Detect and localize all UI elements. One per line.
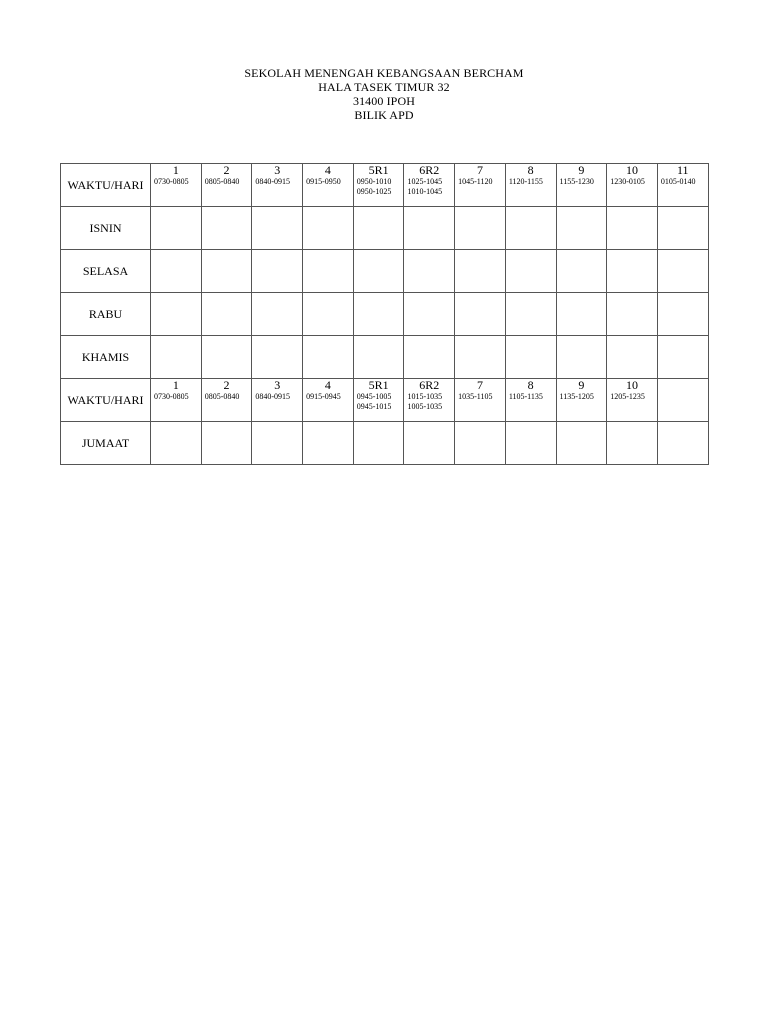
timetable-cell bbox=[505, 293, 556, 336]
period-header-9 bbox=[556, 379, 607, 422]
period-number: 6R2 bbox=[419, 163, 440, 177]
period-time: 1155-1230 bbox=[559, 177, 594, 186]
timetable-cell bbox=[505, 336, 556, 379]
timetable-cell bbox=[556, 250, 607, 293]
period-time: 0805-0840 bbox=[204, 177, 240, 186]
timetable-cell bbox=[201, 207, 252, 250]
timetable-cell bbox=[252, 422, 303, 465]
timetable-cell bbox=[404, 207, 455, 250]
period-time: 1230-0105 bbox=[610, 177, 645, 186]
period-time: 0730-0805 bbox=[154, 392, 189, 401]
day-row bbox=[61, 250, 709, 293]
period-time: 0950-1010 bbox=[356, 177, 392, 186]
period-time: 1105-1135 bbox=[508, 392, 543, 401]
timetable-cell bbox=[556, 293, 607, 336]
timetable-cell bbox=[455, 207, 506, 250]
timetable bbox=[60, 163, 709, 465]
timetable-cell bbox=[455, 293, 506, 336]
period-header-1 bbox=[151, 164, 202, 207]
period-time: 1035-1105 bbox=[458, 392, 493, 401]
period-number: 8 bbox=[527, 378, 534, 392]
timetable-cell bbox=[657, 336, 708, 379]
period-number: 5R1 bbox=[368, 163, 389, 177]
timetable-cell bbox=[353, 250, 404, 293]
document-header bbox=[0, 66, 768, 122]
period-header-8 bbox=[505, 164, 556, 207]
timetable-cell bbox=[201, 422, 252, 465]
period-number: 3 bbox=[274, 163, 281, 177]
period-time: 1005-1035 bbox=[407, 402, 443, 411]
period-number: 1 bbox=[172, 378, 179, 392]
school-name: SEKOLAH MENENGAH KEBANGSAAN BERCHAM bbox=[244, 66, 524, 80]
waktu-hari-label: WAKTU/HARI bbox=[61, 379, 151, 422]
period-time: 0950-1025 bbox=[356, 187, 392, 196]
period-header-1 bbox=[151, 379, 202, 422]
timetable-cell bbox=[607, 293, 658, 336]
timetable-cell bbox=[657, 422, 708, 465]
timetable-cell bbox=[201, 293, 252, 336]
period-time: 0105-0140 bbox=[660, 177, 696, 186]
period-header-10 bbox=[607, 164, 658, 207]
timetable-cell bbox=[404, 250, 455, 293]
period-number: 10 bbox=[626, 163, 639, 177]
period-number: 5R1 bbox=[368, 378, 389, 392]
period-number: 9 bbox=[578, 163, 585, 177]
period-header-11 bbox=[657, 164, 708, 207]
period-number: 7 bbox=[476, 378, 483, 392]
timetable-cell bbox=[151, 336, 202, 379]
timetable-cell bbox=[353, 293, 404, 336]
period-number: 8 bbox=[527, 163, 534, 177]
timetable-cell bbox=[353, 422, 404, 465]
timetable-cell bbox=[556, 207, 607, 250]
timetable-cell bbox=[505, 422, 556, 465]
period-time: 1045-1120 bbox=[458, 177, 493, 186]
timetable-cell bbox=[151, 250, 202, 293]
day-row bbox=[61, 336, 709, 379]
period-header-10 bbox=[607, 379, 658, 422]
timetable-cell bbox=[607, 422, 658, 465]
period-header-4 bbox=[303, 164, 354, 207]
period-time: 0840-0915 bbox=[255, 392, 291, 401]
day-label: SELASA bbox=[61, 250, 151, 293]
timetable-cell bbox=[657, 250, 708, 293]
timetable-cell bbox=[607, 207, 658, 250]
period-time: 0945-1005 bbox=[356, 392, 392, 401]
period-number: 9 bbox=[578, 378, 585, 392]
period-number: 3 bbox=[274, 378, 281, 392]
timetable-cell bbox=[556, 336, 607, 379]
day-row bbox=[61, 422, 709, 465]
school-address-city: 31400 IPOH bbox=[352, 94, 415, 108]
period-header-5 bbox=[353, 164, 404, 207]
timetable-cell bbox=[556, 422, 607, 465]
period-header-6 bbox=[404, 164, 455, 207]
timetable-cell bbox=[505, 250, 556, 293]
timetable-cell bbox=[404, 293, 455, 336]
period-header-9 bbox=[556, 164, 607, 207]
timetable-cell bbox=[151, 293, 202, 336]
period-time: 1120-1155 bbox=[508, 177, 543, 186]
timetable-cell bbox=[404, 336, 455, 379]
period-number: 6R2 bbox=[419, 378, 440, 392]
timetable-cell bbox=[303, 422, 354, 465]
day-label: ISNIN bbox=[61, 207, 151, 250]
timetable-cell bbox=[252, 293, 303, 336]
timetable-cell bbox=[252, 207, 303, 250]
header-row bbox=[61, 379, 709, 422]
timetable-cell bbox=[353, 336, 404, 379]
timetable-cell bbox=[303, 207, 354, 250]
period-number: 11 bbox=[676, 163, 689, 177]
timetable-cell bbox=[353, 207, 404, 250]
period-number: 4 bbox=[324, 163, 331, 177]
timetable-cell bbox=[201, 336, 252, 379]
school-address-street: HALA TASEK TIMUR 32 bbox=[318, 80, 450, 94]
period-header-6 bbox=[404, 379, 455, 422]
timetable-cell bbox=[303, 336, 354, 379]
timetable-cell bbox=[455, 336, 506, 379]
period-number: 1 bbox=[172, 163, 179, 177]
timetable-cell bbox=[151, 422, 202, 465]
timetable-cell bbox=[404, 422, 455, 465]
timetable-cell bbox=[657, 207, 708, 250]
day-row bbox=[61, 207, 709, 250]
period-time: 0945-1015 bbox=[356, 402, 392, 411]
period-time: 1015-1035 bbox=[407, 392, 443, 401]
day-label: RABU bbox=[61, 293, 151, 336]
timetable-cell bbox=[201, 250, 252, 293]
period-time: 1010-1045 bbox=[407, 187, 443, 196]
period-time: 0915-0950 bbox=[306, 177, 341, 186]
header-row bbox=[61, 164, 709, 207]
timetable-cell bbox=[151, 207, 202, 250]
timetable-cell bbox=[607, 336, 658, 379]
waktu-hari-label: WAKTU/HARI bbox=[61, 164, 151, 207]
timetable-cell bbox=[607, 250, 658, 293]
period-time: 0915-0945 bbox=[306, 392, 341, 401]
period-header-7 bbox=[455, 379, 506, 422]
period-number: 4 bbox=[324, 378, 331, 392]
period-header-5 bbox=[353, 379, 404, 422]
period-header-11 bbox=[657, 379, 708, 422]
timetable-cell bbox=[455, 250, 506, 293]
timetable-cell bbox=[505, 207, 556, 250]
timetable-cell bbox=[657, 293, 708, 336]
period-time: 1025-1045 bbox=[407, 177, 443, 186]
timetable-body bbox=[61, 164, 709, 465]
period-time: 0840-0915 bbox=[255, 177, 291, 186]
timetable-cell bbox=[252, 336, 303, 379]
day-label: KHAMIS bbox=[61, 336, 151, 379]
timetable-cell bbox=[303, 250, 354, 293]
period-time: 0805-0840 bbox=[204, 392, 240, 401]
period-time: 1135-1205 bbox=[559, 392, 594, 401]
room-name: BILIK APD bbox=[354, 108, 414, 122]
period-time: 1205-1235 bbox=[610, 392, 645, 401]
period-header-8 bbox=[505, 379, 556, 422]
day-row bbox=[61, 293, 709, 336]
period-number: 7 bbox=[476, 163, 483, 177]
period-number: 2 bbox=[223, 378, 230, 392]
period-header-3 bbox=[252, 379, 303, 422]
day-label: JUMAAT bbox=[61, 422, 151, 465]
period-header-4 bbox=[303, 379, 354, 422]
period-number: 2 bbox=[223, 163, 230, 177]
period-number: 10 bbox=[626, 378, 639, 392]
timetable-cell bbox=[252, 250, 303, 293]
period-header-7 bbox=[455, 164, 506, 207]
timetable-cell bbox=[303, 293, 354, 336]
period-header-2 bbox=[201, 379, 252, 422]
period-time: 0730-0805 bbox=[154, 177, 189, 186]
timetable-cell bbox=[455, 422, 506, 465]
period-header-3 bbox=[252, 164, 303, 207]
period-header-2 bbox=[201, 164, 252, 207]
